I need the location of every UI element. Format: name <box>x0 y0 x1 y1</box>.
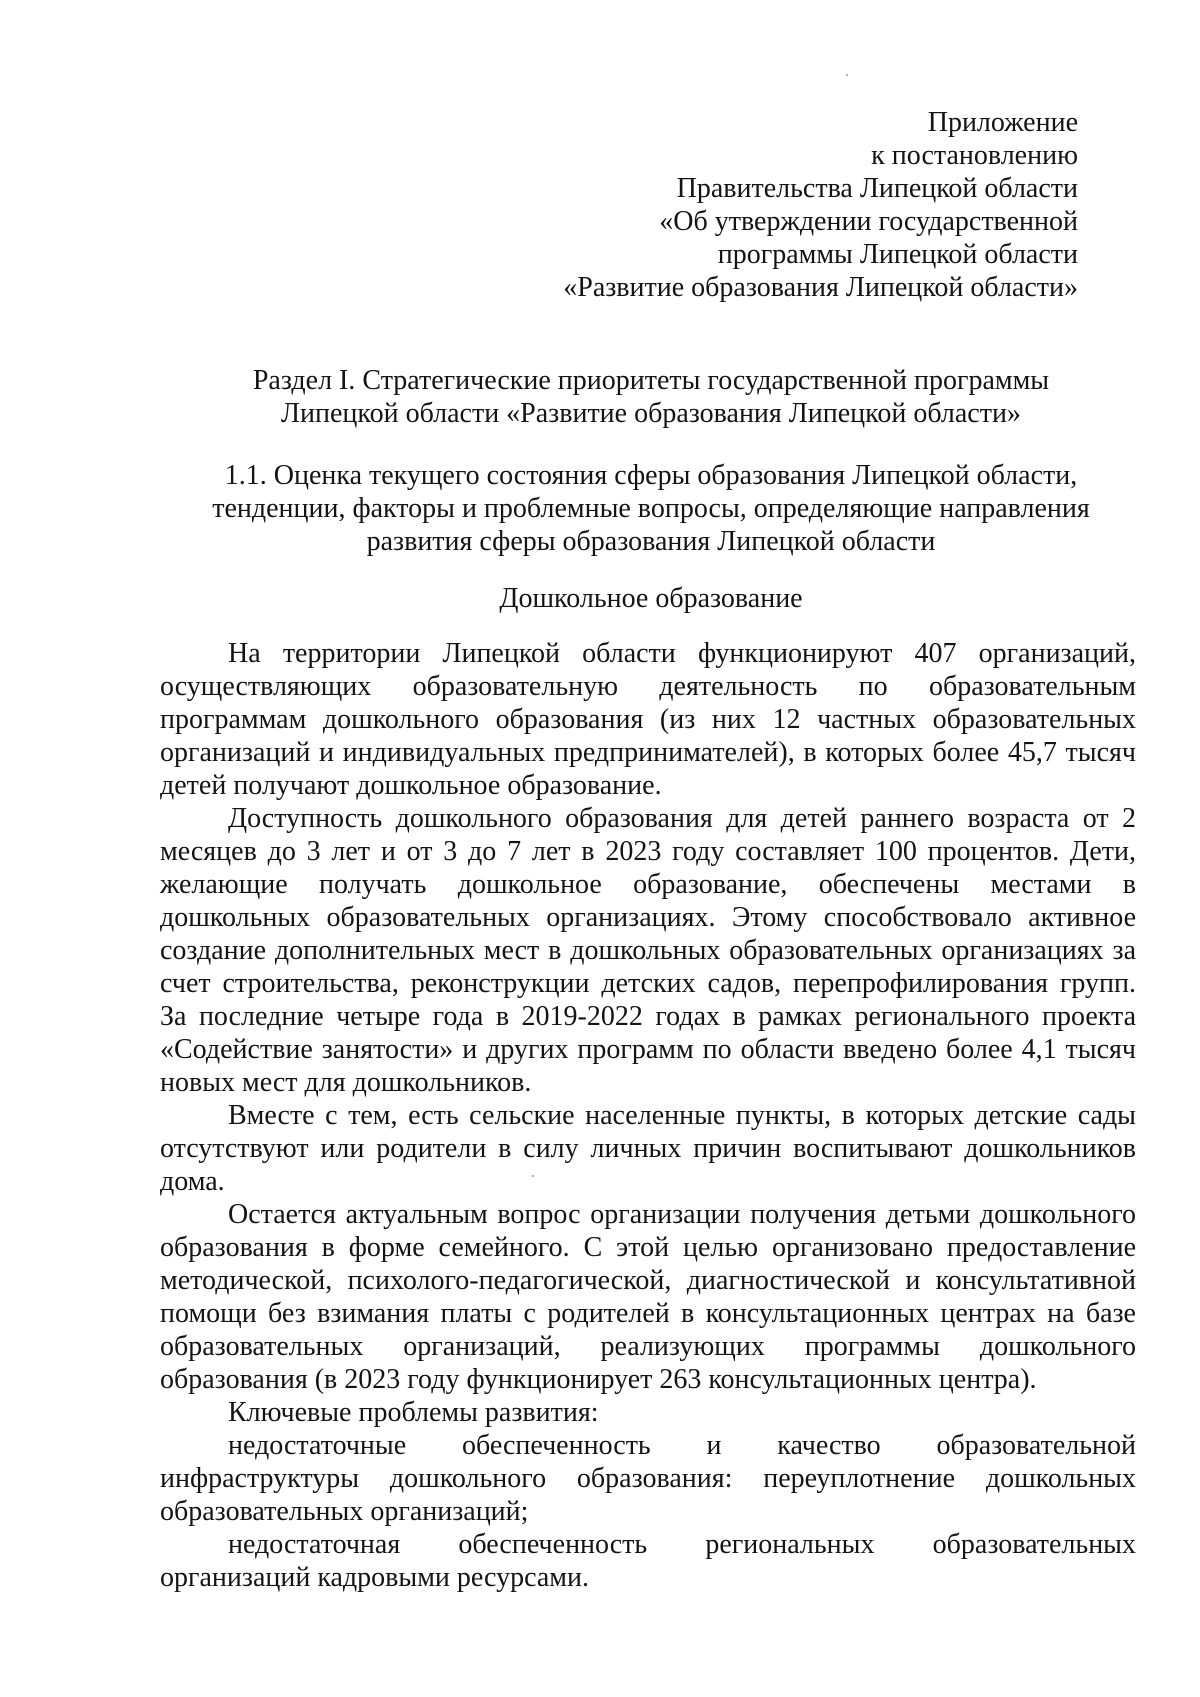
section-title-line: Липецкой области «Развитие образования Липецкой области» <box>281 398 1021 429</box>
preschool-heading <box>150 582 1152 615</box>
subsection-title <box>150 459 1152 558</box>
appendix-line: к постановлению <box>871 140 1078 171</box>
appendix-line: «Об утверждении государственной <box>659 206 1078 237</box>
paragraph: Вместе с тем, есть сельские населенные пункты, в которых детские сады отсутствуют или родители в силу личных причин воспитывают дошкольников дома. <box>160 1100 1136 1197</box>
paragraph: Доступность дошкольного образования для детей раннего возраста от 2 месяцев до 3 лет и от 3 до 7 лет в 2023 году составляет 100 процентов. Дети, желающие получать дошкольное образование, обеспечены местами в дошкольных образовательных организациях. Этому способствовало активное создание дополнительных мест в дошкольных образовательных организациях за счет строительства, реконструкции детских садов, перепрофилирования групп. За последние четыре года в 2019-2022 годах в рамках регионального проекта «Содействие занятости» и других программ по области введено более 4,1 тысяч новых мест для дошкольников. <box>160 803 1136 1098</box>
paragraph: Остается актуальным вопрос организации получения детьми дошкольного образования в форме семейного. С этой целью организовано предоставление методической, психолого-педагогической, диагностической и консультативной помощи без взимания платы с родителей в консультационных центрах на базе образовательных организаций, реализующих программы дошкольного образования (в 2023 году функционирует 263 консультационных центра). <box>160 1199 1136 1395</box>
paragraph: недостаточная обеспеченность региональных образовательных организаций кадровыми ресурсами. <box>160 1529 1136 1593</box>
paragraph: Ключевые проблемы развития: <box>228 1397 599 1428</box>
section-title <box>150 364 1152 430</box>
appendix-line: программы Липецкой области <box>717 239 1078 270</box>
body-text <box>160 637 1136 1594</box>
appendix-line: Правительства Липецкой области <box>676 173 1078 204</box>
preschool-heading-text: Дошкольное образование <box>499 583 803 614</box>
appendix-header <box>563 106 1078 304</box>
subsection-title-line: развития сферы образования Липецкой области <box>366 526 936 557</box>
scan-speck <box>846 74 848 76</box>
subsection-title-line: тенденции, факторы и проблемные вопросы, определяющие направления <box>212 493 1090 524</box>
subsection-title-line: 1.1. Оценка текущего состояния сферы образования Липецкой области, <box>224 460 1078 491</box>
appendix-line: «Развитие образования Липецкой области» <box>563 272 1078 303</box>
section-title-line: Раздел I. Стратегические приоритеты государственной программы <box>252 365 1050 396</box>
appendix-line: Приложение <box>927 107 1078 138</box>
paragraph: На территории Липецкой области функционируют 407 организаций, осуществляющих образовательную деятельность по образовательным программам дошкольного образования (из них 12 частных образовательных организаций и индивидуальных предпринимателей), в которых более 45,7 тысяч детей получают дошкольное образование. <box>160 638 1136 801</box>
paragraph: недостаточные обеспеченность и качество образовательной инфраструктуры дошкольного образования: переуплотнение дошкольных образовательных организаций; <box>160 1430 1136 1527</box>
